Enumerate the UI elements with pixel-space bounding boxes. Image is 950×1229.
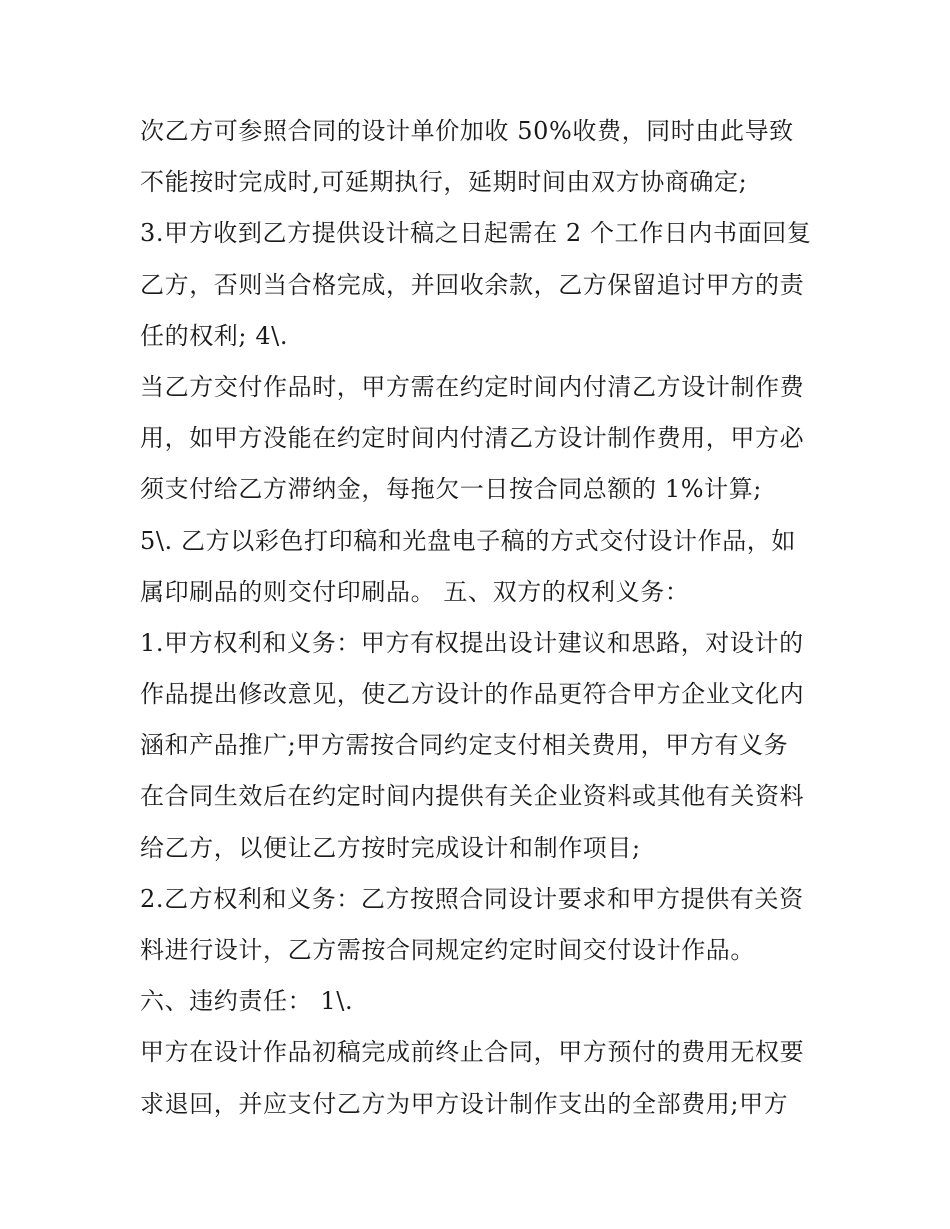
text-line: 3.甲方收到乙方提供设计稿之日起需在 2 个工作日内书面回复 xyxy=(140,219,812,248)
text-line: 乙方，否则当合格完成，并回收余款，乙方保留追讨甲方的责 xyxy=(140,270,805,299)
text-line: 作品提出修改意见，使乙方设计的作品更符合甲方企业文化内 xyxy=(140,680,805,709)
text-line: 2.乙方权利和义务：乙方按照合同设计要求和甲方提供有关资 xyxy=(140,884,804,913)
text-line: 用，如甲方没能在约定时间内付清乙方设计制作费用，甲方必 xyxy=(140,424,805,453)
text-line: 5\. 乙方以彩色打印稿和光盘电子稿的方式交付设计作品，如 xyxy=(140,526,797,555)
text-line: 不能按时完成时,可延期执行，延期时间由双方协商确定; xyxy=(140,168,748,197)
text-line: 任的权利; 4\. xyxy=(140,321,289,350)
text-line: 甲方在设计作品初稿完成前终止合同，甲方预付的费用无权要 xyxy=(140,1038,805,1067)
text-line: 六、违约责任： 1\. xyxy=(140,987,354,1016)
contract-text-body xyxy=(140,106,820,1130)
text-line: 在合同生效后在约定时间内提供有关企业资料或其他有关资料 xyxy=(140,782,805,811)
text-line: 须支付给乙方滞纳金，每拖欠一日按合同总额的 1%计算; xyxy=(140,475,762,504)
text-line: 属印刷品的则交付印刷品。 五、双方的权利义务： xyxy=(140,577,690,606)
text-line: 次乙方可参照合同的设计单价加收 50%收费，同时由此导致 xyxy=(140,117,794,145)
text-line: 1.甲方权利和义务：甲方有权提出设计建议和思路，对设计的 xyxy=(140,628,804,657)
text-line: 求退回，并应支付乙方为甲方设计制作支出的全部费用;甲方 xyxy=(140,1089,789,1118)
text-line: 给乙方，以便让乙方按时完成设计和制作项目; xyxy=(140,833,641,862)
text-line: 涵和产品推广;甲方需按合同约定支付相关费用，甲方有义务 xyxy=(140,731,789,760)
text-line: 当乙方交付作品时，甲方需在约定时间内付清乙方设计制作费 xyxy=(140,372,805,401)
text-line: 料进行设计，乙方需按合同规定约定时间交付设计作品。 xyxy=(140,936,755,964)
